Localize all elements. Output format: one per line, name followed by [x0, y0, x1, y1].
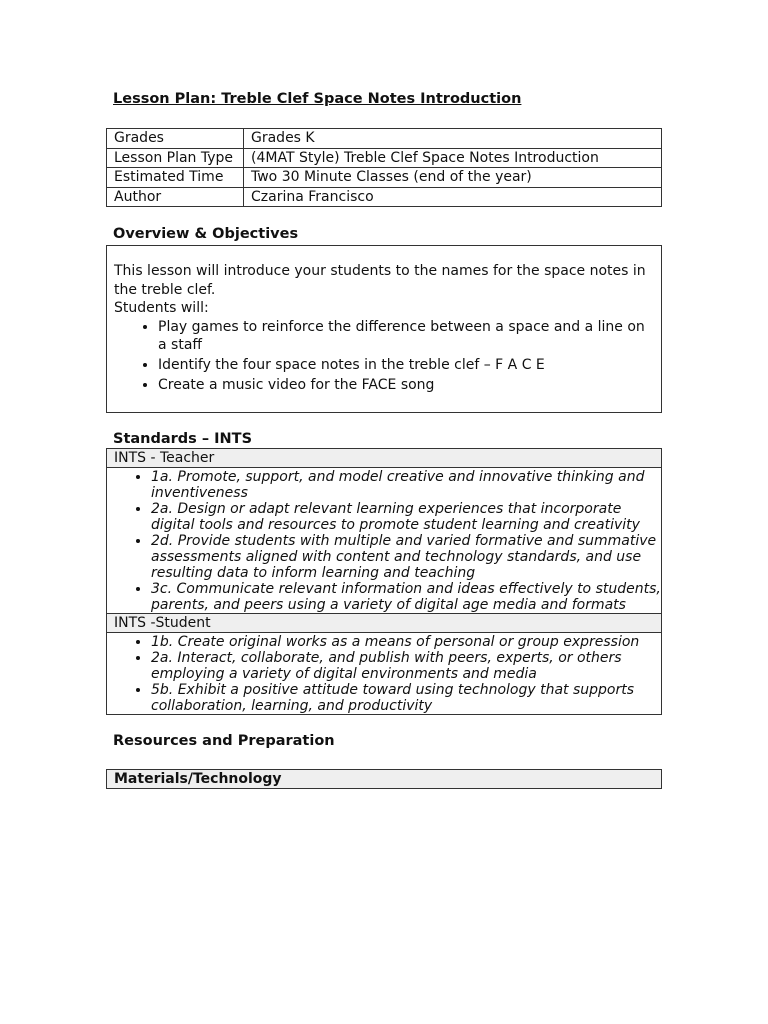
standards-table — [106, 448, 662, 715]
list-item: • 1b. Create original works as a means of personal or group expression — [151, 634, 661, 650]
list-item: • 2a. Design or adapt relevant learning experiences that incorporate digital tools and resources to promote student learning and creativity — [151, 501, 661, 533]
standards-heading: Standards – INTS — [113, 431, 253, 447]
teacher-standards-list — [107, 468, 661, 613]
list-item: • Create a music video for the FACE song — [158, 376, 654, 395]
teacher-standards-label: INTS - Teacher — [107, 449, 661, 468]
info-key: Grades — [107, 129, 244, 149]
table-row — [107, 129, 662, 149]
student-standards-label: INTS -Student — [107, 613, 661, 633]
table-row — [107, 187, 662, 207]
list-item: • 2d. Provide students with multiple and varied formative and summative assessments aligned with content and technology standards, and use resulting data to inform learning and teaching — [151, 533, 661, 581]
table-row — [107, 168, 662, 188]
info-value: Czarina Francisco — [244, 187, 662, 207]
page-title: Lesson Plan: Treble Clef Space Notes Introduction — [113, 91, 522, 107]
info-key: Lesson Plan Type — [107, 148, 244, 168]
list-item: • Play games to reinforce the difference between a space and a line on a staff — [158, 318, 654, 355]
document-page — [106, 90, 662, 789]
overview-heading: Overview & Objectives — [113, 226, 299, 242]
list-item: • 2a. Interact, collaborate, and publish with peers, experts, or others employing a variety of digital environments and media — [151, 650, 661, 682]
resources-heading: Resources and Preparation — [113, 733, 335, 749]
overview-box — [106, 245, 662, 413]
info-value: Grades K — [244, 129, 662, 149]
materials-technology-header: Materials/Technology — [106, 769, 662, 789]
list-item: • Identify the four space notes in the treble clef – F A C E — [158, 356, 654, 375]
table-row — [107, 148, 662, 168]
list-item: • 3c. Communicate relevant information and ideas effectively to students, parents, and peers using a variety of digital age media and formats — [151, 581, 661, 613]
info-value: (4MAT Style) Treble Clef Space Notes Introduction — [244, 148, 662, 168]
lesson-info-table — [106, 128, 662, 207]
info-value: Two 30 Minute Classes (end of the year) — [244, 168, 662, 188]
info-key: Author — [107, 187, 244, 207]
overview-intro: This lesson will introduce your students to the names for the space notes in the treble clef. — [114, 263, 646, 298]
students-will-label: Students will: — [114, 300, 209, 316]
student-standards-list — [107, 633, 661, 714]
list-item: • 1a. Promote, support, and model creative and innovative thinking and inventiveness — [151, 469, 661, 501]
list-item: • 5b. Exhibit a positive attitude toward using technology that supports collaboration, learning, and productivity — [151, 682, 661, 714]
objectives-list — [114, 318, 654, 395]
info-key: Estimated Time — [107, 168, 244, 188]
